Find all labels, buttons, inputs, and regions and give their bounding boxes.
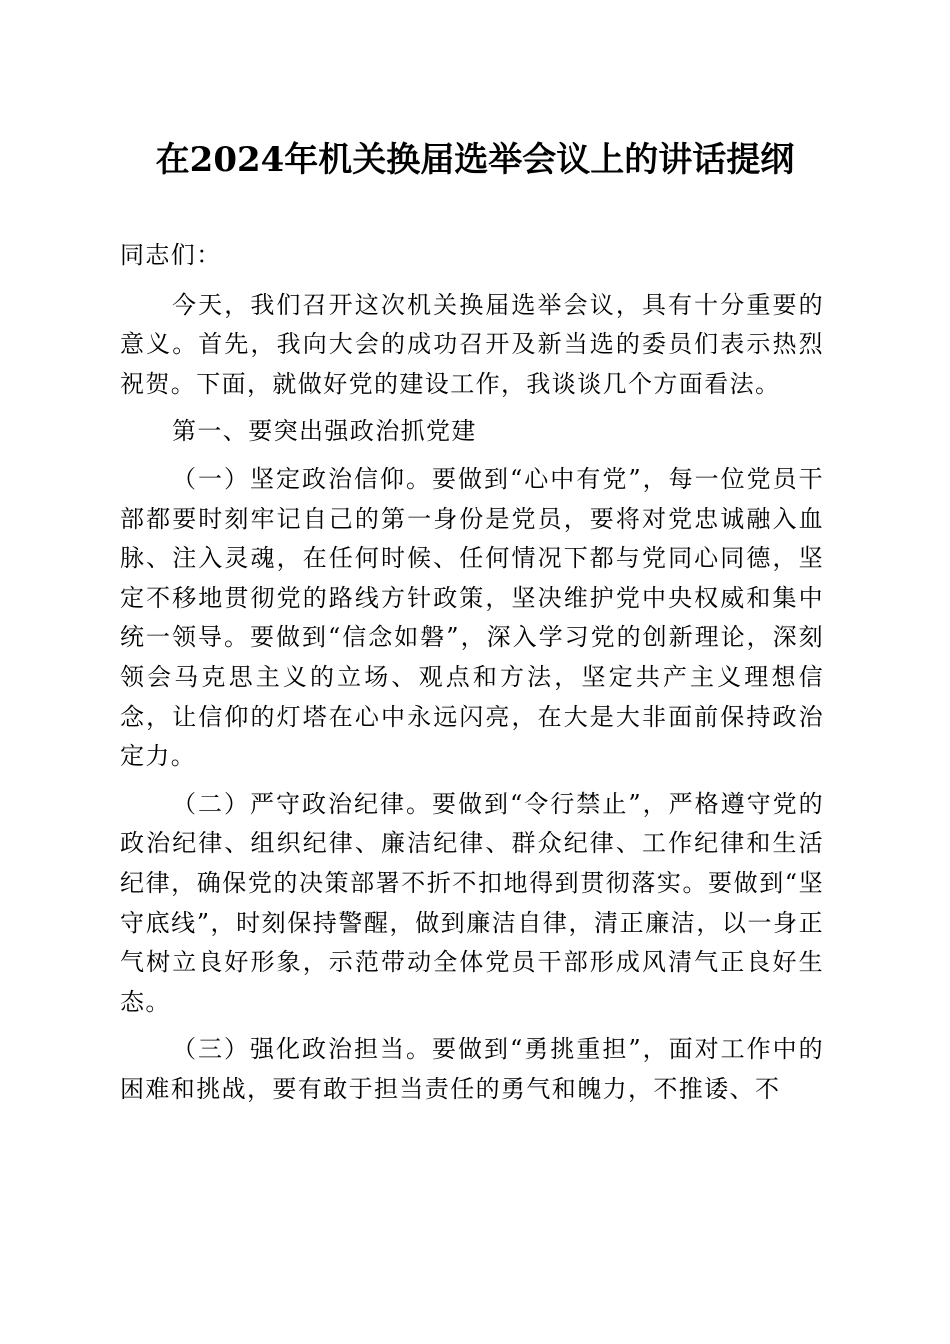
document-body [120, 236, 824, 1117]
item-paragraph-1 [120, 460, 824, 777]
salutation: 同志们： [120, 241, 222, 269]
intro-paragraph: 今天，我们召开这次机关换届选举会议，具有十分重要的意义。首先，我向大会的成功召开及新当选的委员们表示热烈祝贺。下面，就做好党的建设工作，我谈谈几个方面看法。 [120, 290, 824, 398]
item-subhead-1: （一）坚定政治信仰。 [172, 464, 433, 493]
section-heading-1: 第一、要突出强政治抓党建 [172, 417, 477, 446]
item-text-2: 要做到“令行禁止”，严格遵守党的政治纪律、组织纪律、廉洁纪律、群众纪律、工作纪律和生活纪律，确保党的决策部署不折不扣地得到贯彻落实。要做到“坚守底线”，时刻保持警醒，做到廉洁自律，清正廉洁，以一身正气树立良好形象，示范带动全体党员干部形成风清气正良好生态。 [120, 789, 824, 1016]
item-text-3: 要做到“勇挑重担”，面对工作中的困难和挑战，要有敢于担当责任的勇气和魄力，不推诿、不 [120, 1035, 824, 1103]
document-title: 在2024年机关换届选举会议上的讲话提纲 [155, 140, 795, 180]
item-paragraph-3 [120, 1030, 824, 1109]
item-subhead-3: （三）强化政治担当。 [172, 1035, 433, 1064]
item-text-1: 要做到“心中有党”，每一位党员干部都要时刻牢记自己的第一身份是党员，要将对党忠诚融入血脉、注入灵魂，在任何时候、任何情况下都与党同心同德，坚定不移地贯彻党的路线方针政策，坚决维护党中央权威和集中统一领导。要做到“信念如磐”，深入学习党的创新理论，深刻领会马克思主义的立场、观点和方法，坚定共产主义理想信念，让信仰的灯塔在心中永远闪亮，在大是大非面前保持政治定力。 [120, 464, 824, 771]
item-subhead-2: （二）严守政治纪律。 [172, 789, 433, 818]
item-paragraph-2 [120, 785, 824, 1023]
